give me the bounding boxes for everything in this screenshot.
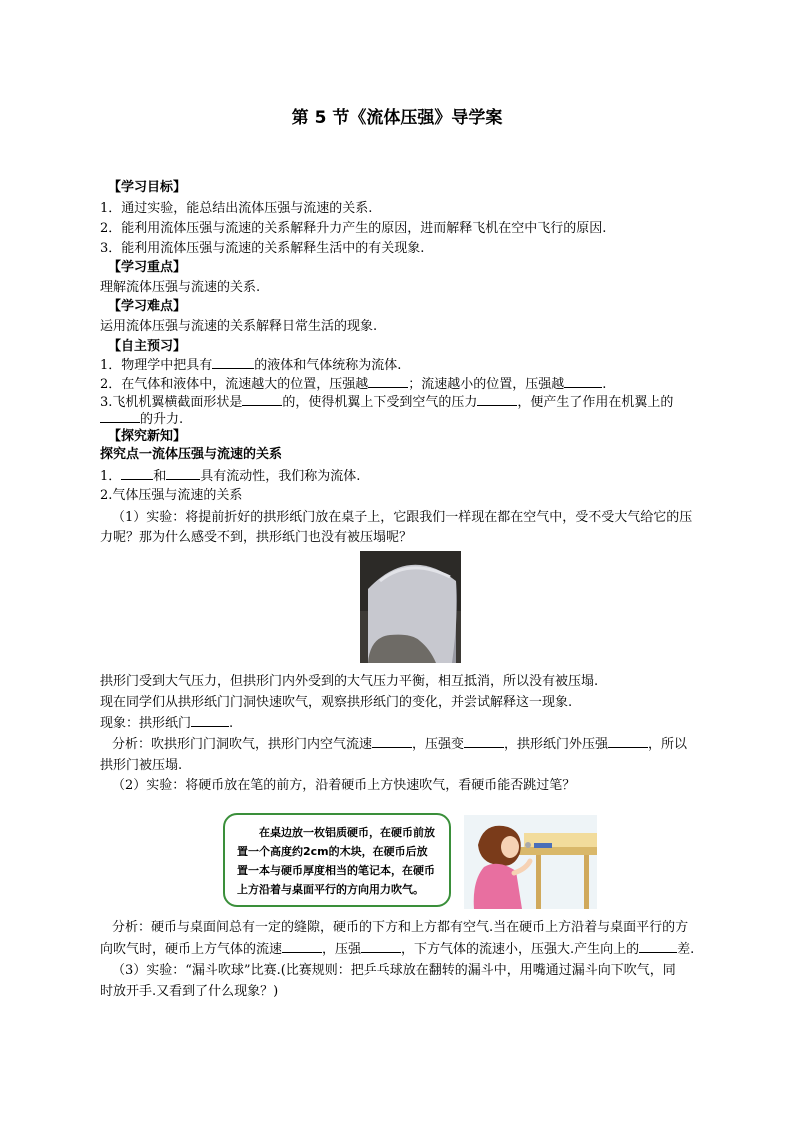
text-segment: 的，使得机翼上下受到空气的压力 xyxy=(282,395,478,410)
text-segment: 向吹气时，硬币上方气体的流速 xyxy=(100,942,283,957)
analysis-line-2-cont xyxy=(100,940,740,959)
answer-blank[interactable] xyxy=(608,735,648,748)
answer-blank[interactable] xyxy=(212,356,254,369)
preview-question-1 xyxy=(100,356,740,375)
explore-point-title: 探究点一流体压强与流速的关系 xyxy=(100,447,283,462)
preview-question-3-cont xyxy=(100,410,740,429)
text-segment: ，所以 xyxy=(648,737,688,752)
section-heading-explore: 【探究新知】 xyxy=(108,429,187,444)
text-segment: 1． xyxy=(100,469,122,484)
experiment-2-text: （2）实验：将硬币放在笔的前方，沿着硬币上方快速吹气，看硬币能否跳过笔？ xyxy=(112,778,576,793)
paper-arch-illustration xyxy=(360,551,461,663)
text-segment: 的升力. xyxy=(140,412,184,427)
analysis-line-2: 分析：硬币与桌面间总有一定的缝隙，硬币的下方和上方都有空气.当在硬币上方沿着与桌面平行的方 xyxy=(112,920,689,935)
answer-blank[interactable] xyxy=(564,375,602,388)
text-segment: ，下方气体的流速小，压强大.产生向上的 xyxy=(401,942,640,957)
text-segment: 2．在气体和液体中，流速越大的位置，压强越 xyxy=(100,377,369,392)
text-segment: . xyxy=(229,716,234,731)
text-segment: 和 xyxy=(153,469,167,484)
explore-question-1 xyxy=(100,467,740,486)
answer-blank[interactable] xyxy=(166,467,200,480)
answer-blank[interactable] xyxy=(361,940,401,953)
text-segment: 分析：吹拱形门门洞吹气，拱形门内空气流速 xyxy=(112,737,373,752)
paper-arch-photo xyxy=(360,551,461,663)
text-segment: 现象：拱形纸门 xyxy=(100,716,192,731)
text-segment: 具有流动性，我们称为流体. xyxy=(200,469,361,484)
text-segment: ；流速越小的位置，压强越 xyxy=(408,377,565,392)
answer-blank[interactable] xyxy=(121,467,153,480)
answer-blank[interactable] xyxy=(464,735,504,748)
explanation-line-2: 现在同学们从拱形纸门门洞快速吹气，观察拱形纸门的变化，并尝试解释这一现象. xyxy=(100,695,573,710)
text-segment: 3.飞机机翼横截面形状是 xyxy=(100,395,243,410)
experiment-1-text: （1）实验：将提前折好的拱形纸门放在桌子上，它跟我们一样现在都在空气中，受不受大气给它的压 xyxy=(112,510,693,525)
section-heading-difficulties: 【学习难点】 xyxy=(108,299,187,314)
explanation-line-1: 拱形门受到大气压力，但拱形门内外受到的大气压力平衡，相互抵消，所以没有被压塌. xyxy=(100,674,599,689)
text-segment: ，便产生了作用在机翼上的 xyxy=(517,395,674,410)
text-segment: 的液体和气体统称为流体. xyxy=(254,358,402,373)
goal-1: 1．通过实验，能总结出流体压强与流速的关系. xyxy=(100,201,373,216)
experiment-1-text-cont: 力呢？那为什么感受不到，拱形纸门也没有被压塌呢？ xyxy=(100,530,413,545)
answer-blank[interactable] xyxy=(639,940,677,953)
text-segment: ，压强变 xyxy=(412,737,465,752)
text-segment: 1．物理学中把具有 xyxy=(100,358,213,373)
section-heading-preview: 【自主预习】 xyxy=(108,339,187,354)
text-segment: ，压强 xyxy=(322,942,362,957)
text-segment: 差. xyxy=(677,942,695,957)
page-title: 第 5 节《流体压强》导学案 xyxy=(291,108,503,128)
answer-blank[interactable] xyxy=(191,714,229,727)
answer-blank[interactable] xyxy=(282,940,322,953)
experiment-instructions-callout: 在桌边放一枚铝质硬币，在硬币前放置一个高度约2cm的木块，在硬币后放置一本与硬币厚度相当的笔记本，在硬币上方沿着与桌面平行的方向用力吹气。 xyxy=(223,813,451,907)
goal-2: 2．能利用流体压强与流速的关系解释升力产生的原因，进而解释飞机在空中飞行的原因. xyxy=(100,221,607,236)
explore-subheading-2: 2.气体压强与流速的关系 xyxy=(100,488,243,503)
girl-blowing-coin-illustration xyxy=(464,815,597,909)
text-segment: ，拱形纸门外压强 xyxy=(504,737,609,752)
answer-blank[interactable] xyxy=(368,375,408,388)
phenomenon-line xyxy=(100,714,740,733)
analysis-line-1-cont: 拱形门被压塌. xyxy=(100,758,183,773)
section-heading-goals: 【学习目标】 xyxy=(108,180,187,195)
answer-blank[interactable] xyxy=(100,410,140,423)
answer-blank[interactable] xyxy=(372,735,412,748)
analysis-line-1 xyxy=(112,735,752,754)
key-point-text: 理解流体压强与流速的关系. xyxy=(100,280,261,295)
text-segment: . xyxy=(602,377,607,392)
answer-blank[interactable] xyxy=(242,393,282,406)
girl-blowing-coin-drawing xyxy=(464,815,597,909)
answer-blank[interactable] xyxy=(477,393,517,406)
section-heading-key-points: 【学习重点】 xyxy=(108,260,187,275)
difficulty-text: 运用流体压强与流速的关系解释日常生活的现象. xyxy=(100,319,378,334)
preview-question-2 xyxy=(100,375,740,394)
experiment-3-text-cont: 时放开手.又看到了什么现象？) xyxy=(100,984,279,999)
goal-3: 3．能利用流体压强与流速的关系解释生活中的有关现象. xyxy=(100,241,425,256)
experiment-3-text: （3）实验：“漏斗吹球”比赛.(比赛规则：把乒乓球放在翻转的漏斗中，用嘴通过漏斗向下吹气，同 xyxy=(112,963,676,978)
